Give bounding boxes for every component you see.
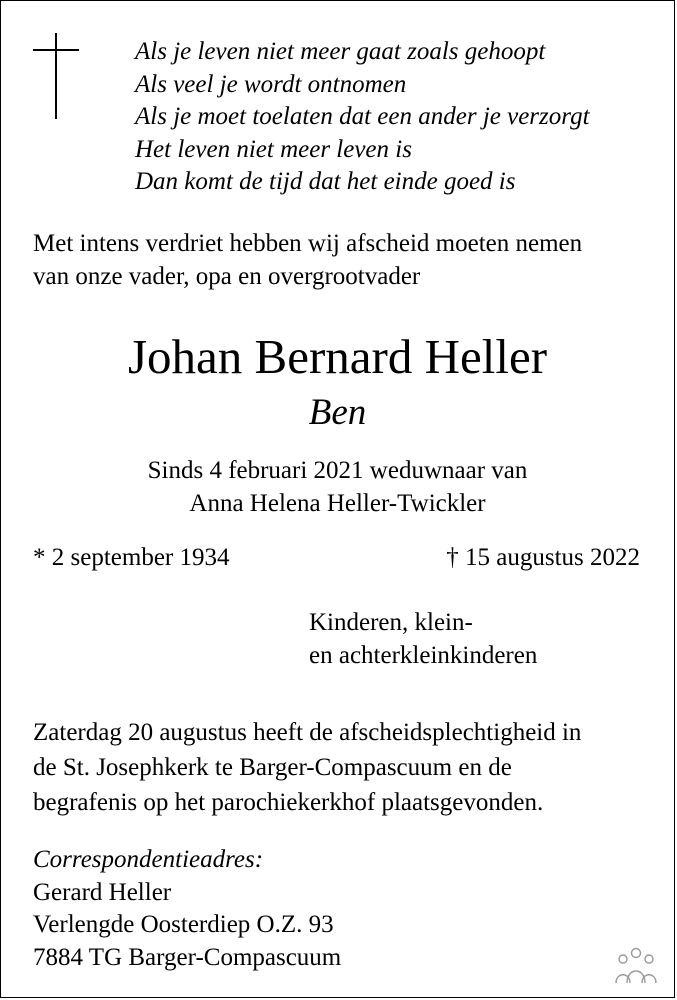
ceremony-line: Zaterdag 20 augustus heeft de afscheidsplechtigheid in	[33, 719, 582, 746]
family-signature	[309, 607, 537, 672]
widow-line: Anna Helena Heller-Twickler	[189, 489, 486, 517]
ceremony-line: de St. Josephkerk te Barger-Compascuum en de	[33, 754, 512, 781]
ceremony-text	[33, 715, 581, 820]
cross-icon	[33, 33, 79, 119]
address-line: Verlengde Oosterdiep O.Z. 93	[33, 911, 334, 938]
widow-note	[1, 455, 674, 520]
address-line: Gerard Heller	[33, 878, 172, 906]
family-line: en achterkleinkinderen	[309, 641, 538, 669]
poem-line: Als je moet toelaten dat een ander je verzorgt	[135, 103, 590, 130]
people-group-icon	[614, 945, 658, 985]
intro-text	[33, 228, 582, 293]
widow-line: Sinds 4 februari 2021 weduwnaar van	[147, 457, 528, 484]
intro-line: Met intens verdriet hebben wij afscheid moeten nemen	[33, 230, 583, 257]
intro-line: van onze vader, opa en overgrootvader	[33, 262, 421, 290]
birth-date: * 2 september 1934	[33, 544, 230, 571]
death-date: † 15 augustus 2022	[446, 544, 640, 571]
deceased-nickname: Ben	[308, 392, 367, 433]
address-line: 7884 TG Barger-Compascuum	[33, 943, 342, 971]
deceased-name: Johan Bernard Heller	[127, 329, 548, 384]
ceremony-line: begrafenis op het parochiekerkhof plaatsgevonden.	[33, 789, 544, 816]
poem-line: Het leven niet meer leven is	[135, 135, 412, 163]
correspondence-label: Correspondentieadres:	[33, 846, 264, 873]
poem-line: Als je leven niet meer gaat zoals gehoopt	[135, 38, 546, 65]
family-line: Kinderen, klein-	[309, 609, 473, 636]
poem	[135, 36, 590, 199]
poem-line: Als veel je wordt ontnomen	[135, 70, 407, 98]
poem-line: Dan komt de tijd dat het einde goed is	[135, 168, 516, 195]
correspondence-address	[33, 844, 341, 974]
